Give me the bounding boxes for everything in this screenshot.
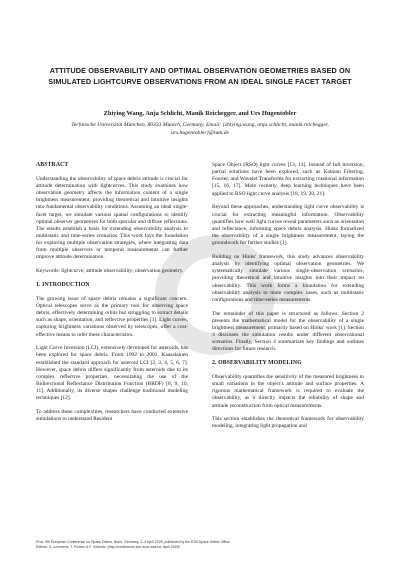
affiliation: Technische Universität München, 80333 Munich, Germany, Email: {zhiying.wang, anja.schlicht, manik.reichegger, urs.hugentobler}@tum.de [71,122,329,136]
body-paragraph: The remainder of this paper is structured as follows: Section 2 presents the mathematical model for the observability of a single brightness measurement, primarily based on Hinks' work [1]. Section 3 discusses the simulation results under different observational scenarios. Finally, Section 4 summarizes key findings and outlines directions for future research. [212,310,364,353]
abstract-heading: ABSTRACT [36,162,69,168]
keywords: Keywords: lightcurve; attitude observability; observation geometry. [36,268,184,275]
introduction-heading: 1. INTRODUCTION [36,281,90,288]
left-column [36,162,188,430]
footer-editors: Editors: S. Lemmens, T. Flohrer & F. Schmitz, (http://conference.sdo.esoc.esa.int, April 2025) [36,545,180,549]
introduction-paragraph: Light Curve Inversion (LCI), extensively developed for asteroids, has been explored for space debris. From 1992 to 2001, Kaasalainen established the standard approach for asteroid LCI [2, 3, 4, 5, 6, 7]. However, space debris differs significantly from asteroids due to its complex reflective properties, necessitating the use of the Bidirectional Reflectance Distribution Function (BRDF) [8, 9, 10, 11]. Additionally, its diverse shapes challenge traditional modeling techniques [12]. [36,345,188,402]
body-paragraph: Beyond these approaches, understanding light curve observability is crucial for extracting meaningful information. Observability quantifies how well light curves reveal parameters such as orientation and reflectance, informing space debris analysis. Hinks formalized the observability of a single brightness measurement, laying the groundwork for further studies [1]. [212,204,364,247]
body-paragraph: Observability quantifies the sensitivity of the measured brightness to small variations in the object's attitude and surface properties. A rigorous mathematical framework is required to evaluate the observability, as it directly impacts the reliability of shape and attitude reconstruction from optical measurements. [212,373,364,409]
paper-title: ATTITUDE OBSERVABILITY AND OPTIMAL OBSERVATION GEOMETRIES BASED ON SIMULATED LIGHTCURVE OBSERVATIONS FROM AN IDEAL SINGLE FACET TARGET [48,66,352,86]
footer-proceedings: Proc. 9th European Conference on Space Debris, Bonn, Germany, 1–4 April 2025, published by the ESA Space Debris Office [36,540,230,544]
section-2-heading: 2. OBSERVABILITY MODELING [212,360,302,367]
author-list: Zhiying Wang, Anja Schlicht, Manik Reichegger, and Urs Hugentobler [103,110,297,117]
body-paragraph: Building on Hinks' framework, this study advances observability analysis by identifying optimal observation geometries. We systematically simulate various single-observation scenarios, providing theoretical and intuitive insights into their impact on observability. This work forms a foundation for extending observability analysis to more complex cases, such as multistatic configurations and time-series measurements. [212,253,364,303]
abstract-text: Understanding the observability of space debris attitude is crucial for attitude determination with lightcurves. This study examines how observation geometry affects the information content of a single brightness measurement, providing theoretical and intuitive insights into fundamental observability conditions. Assuming an ideal single-facet target, we simulate various spatial configurations to identify optimal observer geometries for both specular and diffuse reflections. The results establish a basis for extending observability analysis to multistatic and time-series scenarios. This work lays the foundation for exploring multiple observation strategies, where integrating data from multiple observers or temporal measurements can further improve attitude determination. [36,175,188,261]
right-column [212,162,364,437]
introduction-paragraph: To address these complexities, researchers have conducted extensive simulations to understand Resident [36,409,188,423]
body-paragraph: This section establishes the theoretical framework for observability modeling, integrating light propagation and [212,416,364,430]
body-paragraph: Space Object (RSO) light curves [13, 14]. Instead of full inversion, partial solutions have been explored, such as Kalman Filtering, Fourier, and Wavelet Transforms for extracting rotational information [15, 16, 17]. More recently, deep learning techniques have been applied to RSO light curve analysis [18, 19, 20, 21]. [212,162,364,197]
introduction-paragraph: The growing issue of space debris remains a significant concern. Optical telescopes serve as the primary tool for observing space debris, effectively determining orbits but struggling to extract details such as shape, orientation, and reflective properties [1]. Light curves, capturing brightness variations observed by telescopes, offer a cost-effective means to infer these characteristics. [36,295,188,338]
page-footer [36,540,366,550]
